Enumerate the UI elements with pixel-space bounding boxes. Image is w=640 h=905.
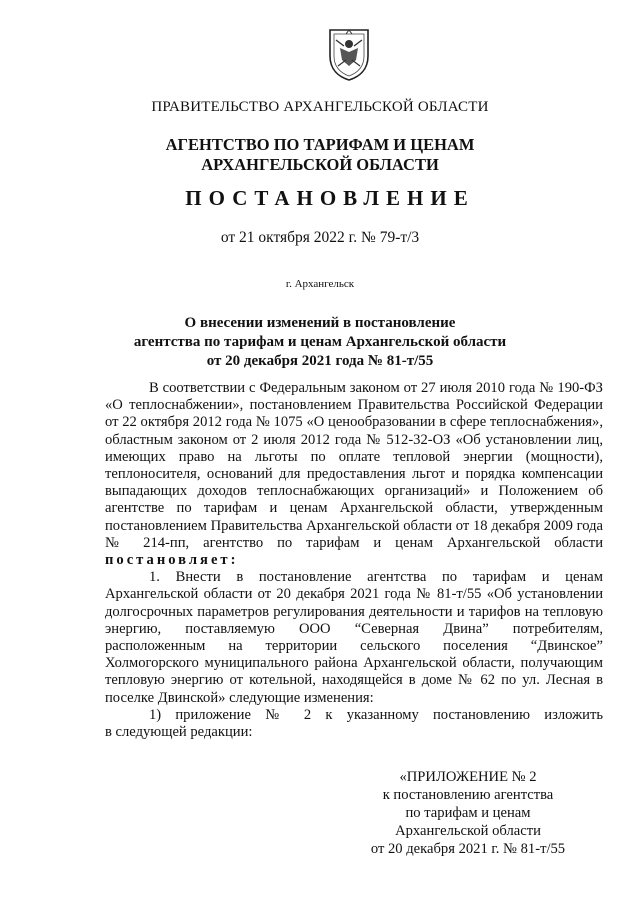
appendix-title: «ПРИЛОЖЕНИЕ № 2 (399, 769, 537, 785)
appendix-header (348, 768, 588, 858)
document-date-number: от 21 октября 2022 г. № 79-т/3 (220, 229, 420, 246)
agency-name-line2: АРХАНГЕЛЬСКОЙ ОБЛАСТИ (201, 155, 439, 174)
document-type-title: ПОСТАНОВЛЕНИЕ (185, 186, 475, 210)
appendix-line5: от 20 декабря 2021 г. № 81-т/55 (370, 841, 566, 857)
subject-line1: О внесении изменений в постановление (184, 315, 456, 331)
document-subject (0, 314, 640, 371)
preamble-paragraph (105, 380, 603, 569)
appendix-line3: по тарифам и ценам (405, 805, 531, 821)
coat-of-arms-icon (326, 26, 372, 82)
item-1-1-line2: в следующей редакции: (105, 724, 253, 741)
item-1-paragraph: 1. Внести в постановление агентства по тарифам и ценам Архангельской области от 20 декабря 2021 года № 81-т/55 «Об установлении долгосрочных параметров регулирования деятельности и тарифов на тепловую энергию, поставляемую ООО “Северная Двина” потребителям, расположенным на территории сельского поселения “Двинское” Холмогорского муниципального района Архангельской области, получающим тепловую энергию от котельной, находящейся в доме № 62 по ул. Лесная в поселке Двинской» следующие изменения: (105, 569, 603, 706)
resolves-word: постановляет: (105, 552, 239, 569)
document-city: г. Архангельск (285, 278, 355, 290)
preamble-text: В соответствии с Федеральным законом от 27 июля 2010 года № 190-ФЗ «О теплоснабжении», постановлением Правительства Российской Федерации от 22 октября 2012 года № 1075 «О ценообразовании в сфере теплоснабжения», областным законом от 2 июля 2012 года № 512-32-ОЗ «Об установлении лиц, имеющих право на льготы по оплате тепловой энергии (мощности), теплоносителя, оснований для предоставления льгот и порядка компенсации выпадающих доходов теплоснабжающих организаций» и Положением об агентстве по тарифам и ценам Архангельской области, утвержденным постановлением Правительства Архангельской области от 18 декабря 2009 года № 214-пп, агентство по тарифам и ценам Архангельской области (105, 380, 603, 551)
document-body (105, 380, 603, 741)
government-name: ПРАВИТЕЛЬСТВО АРХАНГЕЛЬСКОЙ ОБЛАСТИ (151, 99, 489, 115)
subject-line3: от 20 декабря 2021 года № 81-т/55 (206, 353, 434, 369)
item-1-1-line1: 1) приложение № 2 к указанному постановлению изложить (149, 706, 603, 723)
subject-line2: агентства по тарифам и ценам Архангельской области (133, 334, 507, 350)
appendix-line4: Архангельской области (395, 823, 541, 839)
agency-name (0, 135, 640, 175)
appendix-line2: к постановлению агентства (382, 787, 554, 803)
agency-name-line1: АГЕНТСТВО ПО ТАРИФАМ И ЦЕНАМ (165, 135, 475, 154)
